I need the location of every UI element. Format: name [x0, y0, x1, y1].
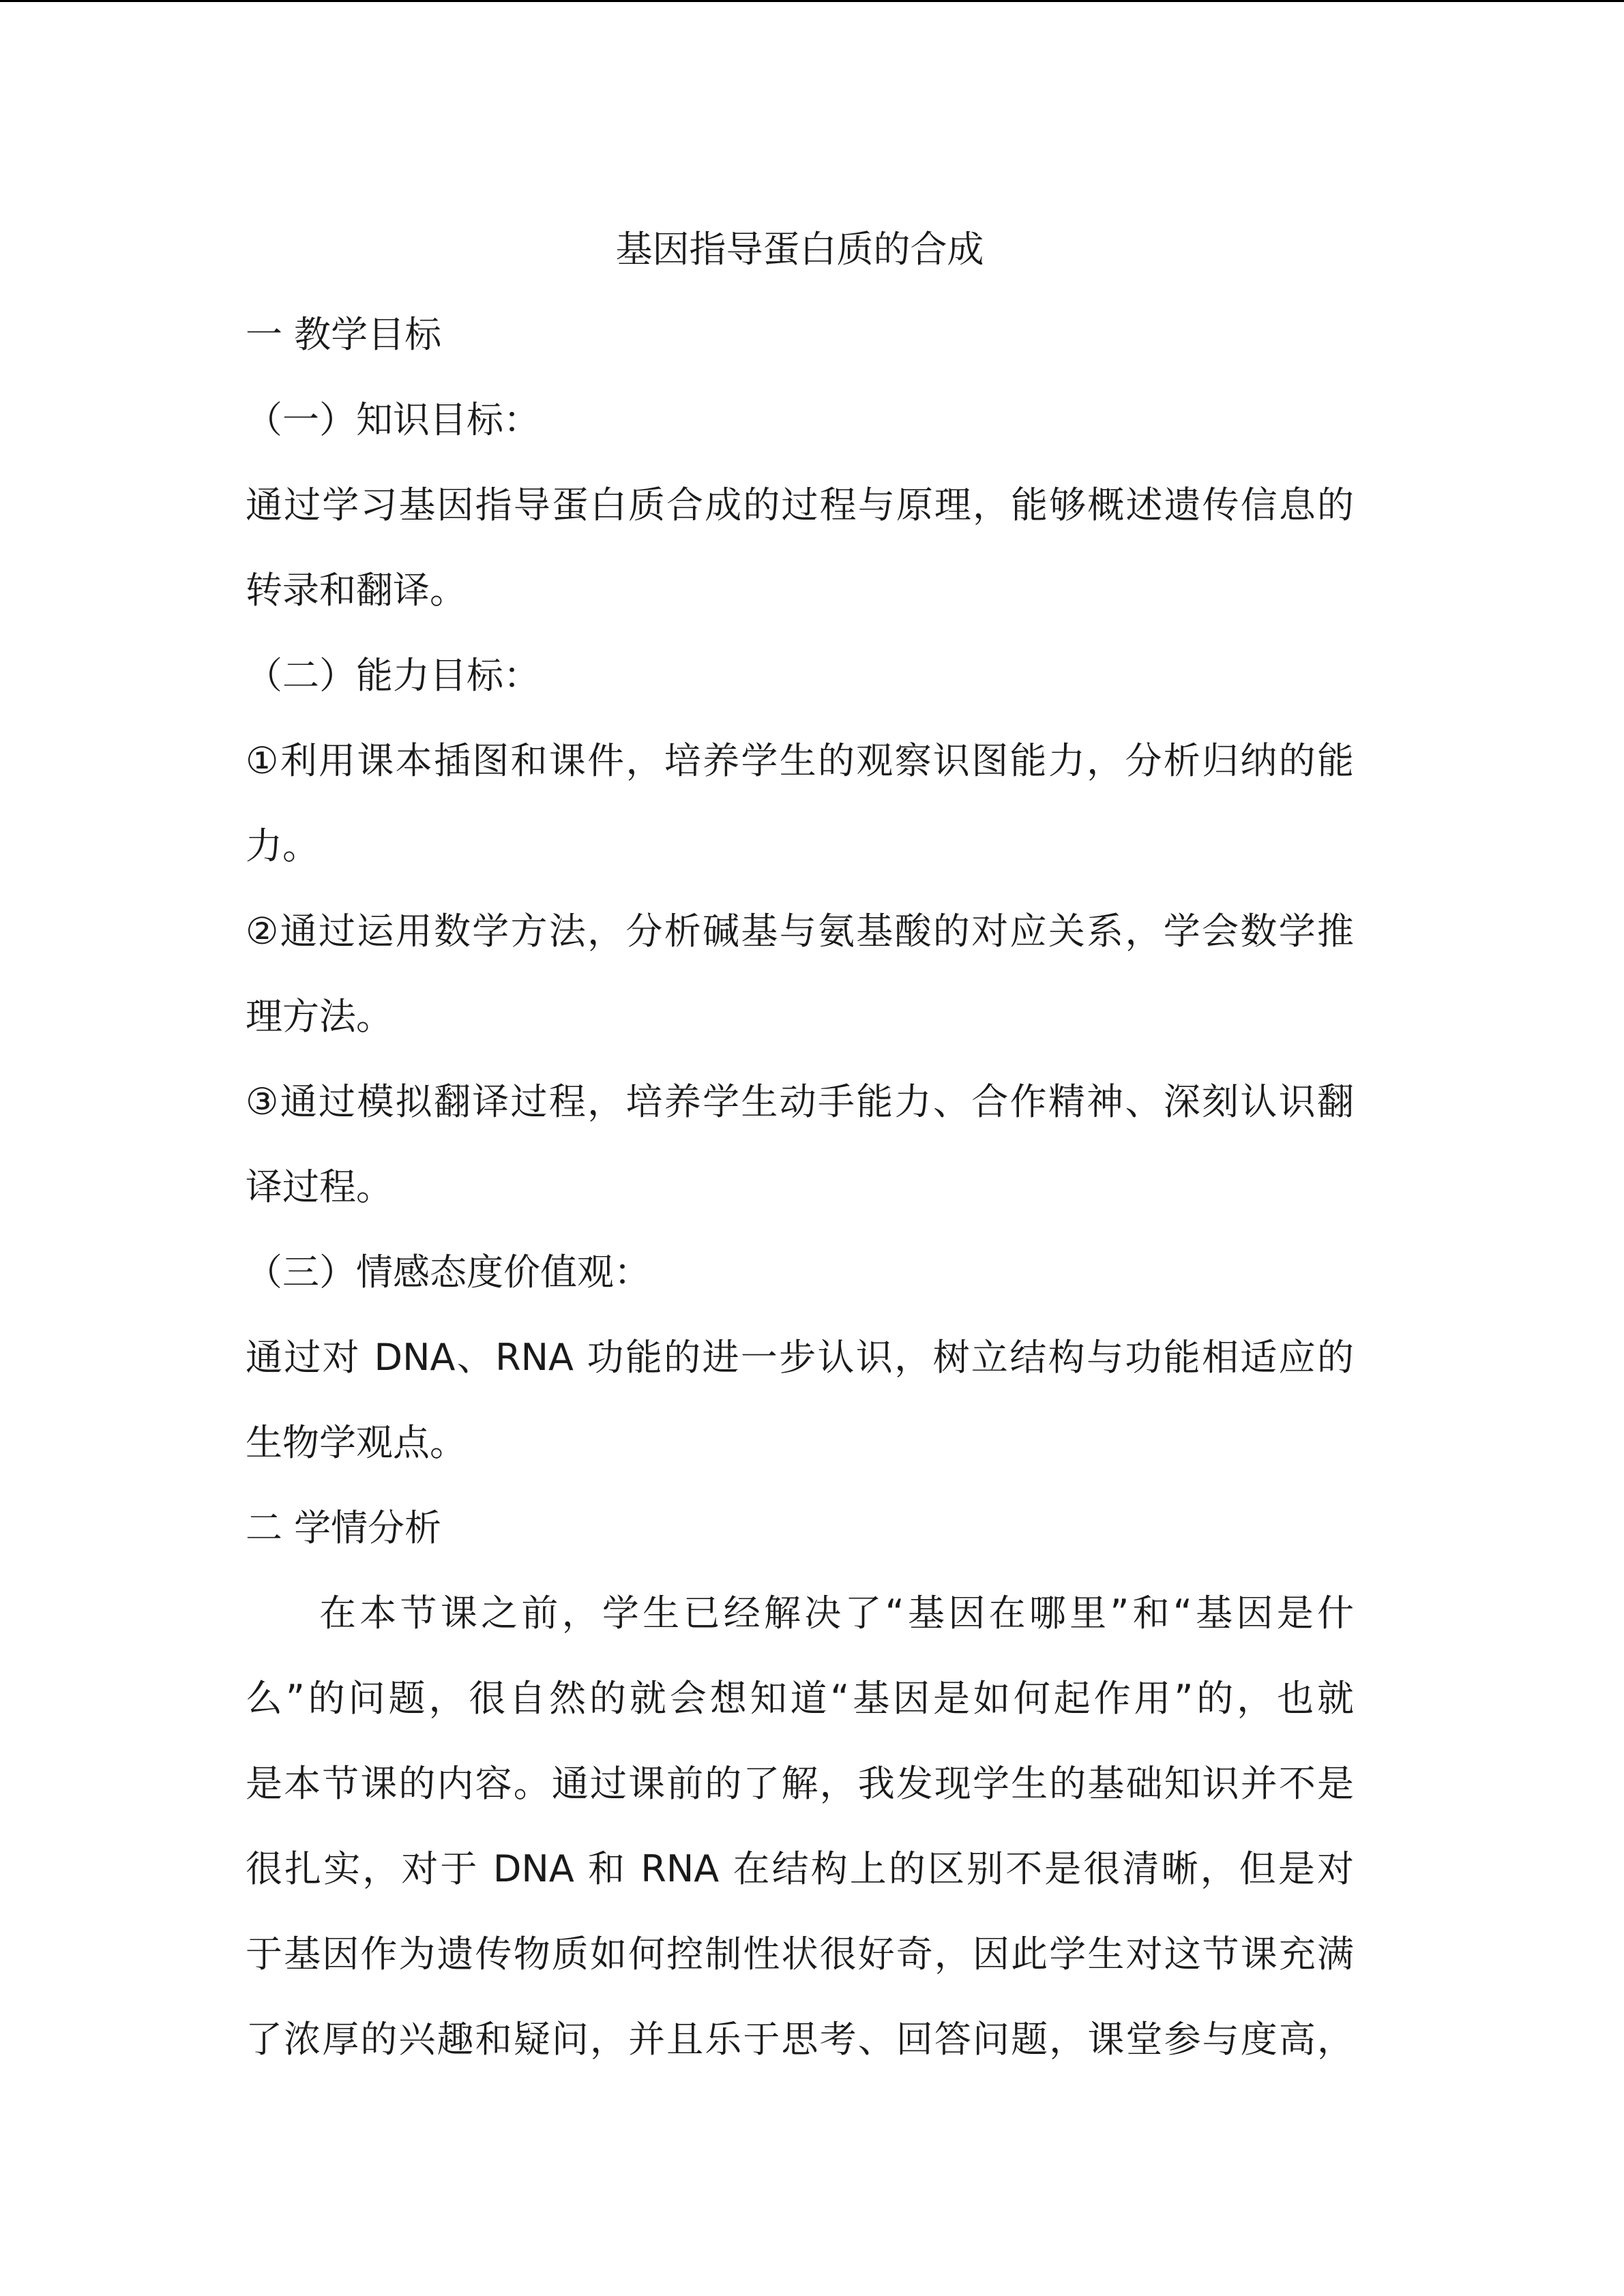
- paragraph-line: ①利用课本插图和课件，培养学生的观察识图能力，分析归纳的能: [246, 739, 1354, 782]
- paragraph-line: ③通过模拟翻译过程，培养学生动手能力、合作精神、深刻认识翻: [246, 1080, 1354, 1123]
- paragraph-line: 力。: [246, 824, 319, 867]
- paragraph-line: 么”的问题，很自然的就会想知道“基因是如何起作用”的，也就: [246, 1677, 1354, 1720]
- paragraph-line: 在本节课之前，学生已经解决了“基因在哪里”和“基因是什: [319, 1592, 1354, 1635]
- paragraph-line: 生物学观点。: [246, 1421, 467, 1464]
- paragraph-line: 通过学习基因指导蛋白质合成的过程与原理，能够概述遗传信息的: [246, 483, 1354, 526]
- paragraph-line: 通过对 DNA、RNA 功能的进一步认识，树立结构与功能相适应的: [246, 1336, 1354, 1379]
- subheading-ability-goal: （二）能力目标：: [246, 654, 540, 697]
- paragraph-line: 了浓厚的兴趣和疑问，并且乐于思考、回答问题，课堂参与度高，: [246, 2018, 1354, 2061]
- section-heading-student-analysis: 二 学情分析: [246, 1506, 442, 1549]
- document-body: [246, 207, 1354, 2082]
- paragraph-line: 理方法。: [246, 995, 393, 1038]
- paragraph-line: ②通过运用数学方法，分析碱基与氨基酸的对应关系，学会数学推: [246, 910, 1354, 953]
- subheading-emotion-goal: （三）情感态度价值观：: [246, 1251, 651, 1294]
- paragraph-line: 译过程。: [246, 1165, 393, 1208]
- document-title: 基因指导蛋白质的合成: [615, 228, 984, 271]
- section-heading-teaching-goals: 一 教学目标: [246, 313, 442, 356]
- paragraph-line: 是本节课的内容。通过课前的了解，我发现学生的基础知识并不是: [246, 1762, 1354, 1805]
- paragraph-line: 很扎实，对于 DNA 和 RNA 在结构上的区别不是很清晰，但是对: [246, 1847, 1354, 1890]
- subheading-knowledge-goal: （一）知识目标：: [246, 398, 540, 441]
- paragraph-line: 于基因作为遗传物质如何控制性状很好奇，因此学生对这节课充满: [246, 1933, 1354, 1976]
- paragraph-line: 转录和翻译。: [246, 569, 467, 612]
